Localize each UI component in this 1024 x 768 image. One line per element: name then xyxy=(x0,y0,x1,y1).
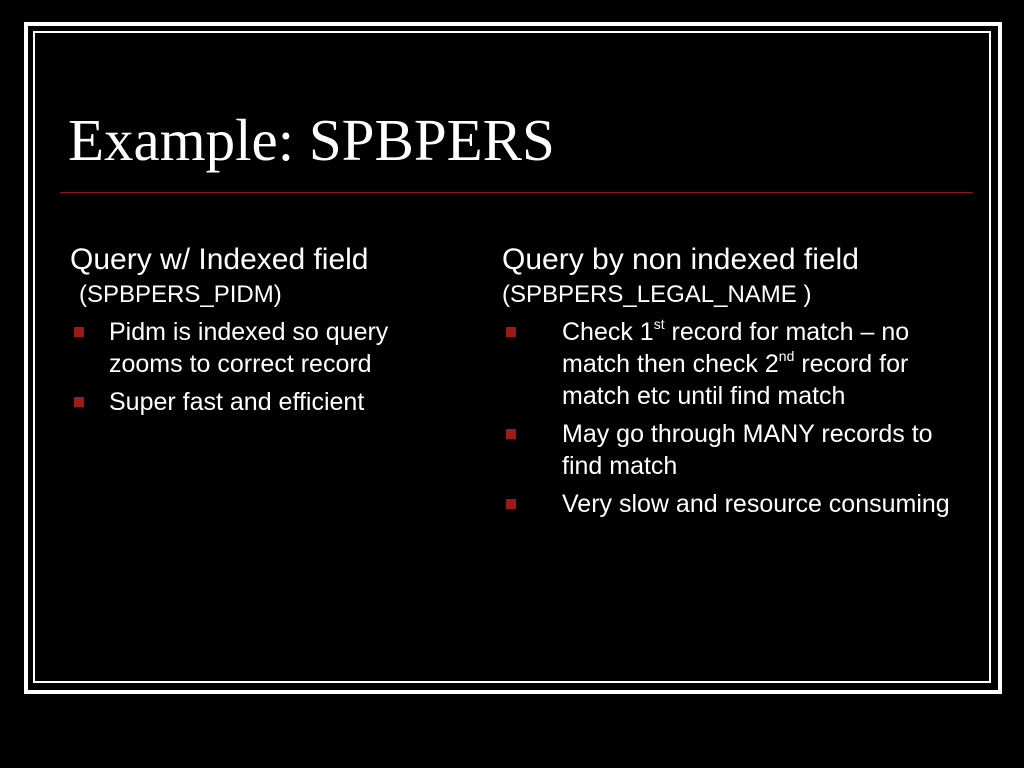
bullet-text-part: record for match – no match then check 2 xyxy=(562,318,910,378)
square-bullet-icon xyxy=(74,327,84,337)
bullet-text: Pidm is indexed so query zooms to correct record xyxy=(109,318,389,378)
slide-title: Example: SPBPERS xyxy=(68,107,555,173)
left-heading: Query w/ Indexed field xyxy=(70,243,369,276)
bullet-text xyxy=(562,315,910,410)
left-subheading: (SPBPERS_PIDM) xyxy=(79,281,282,308)
bullet-text: May go through MANY records to find match xyxy=(562,420,933,480)
bullet-text-part: record for match etc until find match xyxy=(562,350,909,410)
square-bullet-icon xyxy=(74,397,84,407)
list-item xyxy=(502,316,962,412)
bullet-text-part: Check 1 xyxy=(562,318,654,346)
right-column xyxy=(502,240,962,526)
list-item xyxy=(502,488,962,520)
right-bullet-list xyxy=(502,316,962,520)
ordinal-superscript: nd xyxy=(778,347,795,364)
right-subheading: (SPBPERS_LEGAL_NAME ) xyxy=(502,281,812,308)
bullet-text: Very slow and resource consuming xyxy=(562,490,950,518)
left-bullet-list xyxy=(70,316,460,418)
square-bullet-icon xyxy=(506,327,516,337)
list-item xyxy=(70,386,460,418)
square-bullet-icon xyxy=(506,429,516,439)
square-bullet-icon xyxy=(506,499,516,509)
title-divider xyxy=(60,192,973,193)
list-item xyxy=(502,418,962,482)
ordinal-superscript: st xyxy=(653,315,665,332)
list-item xyxy=(70,316,460,380)
right-heading: Query by non indexed field xyxy=(502,243,859,276)
bullet-text: Super fast and efficient xyxy=(109,388,365,416)
left-column xyxy=(70,240,460,424)
